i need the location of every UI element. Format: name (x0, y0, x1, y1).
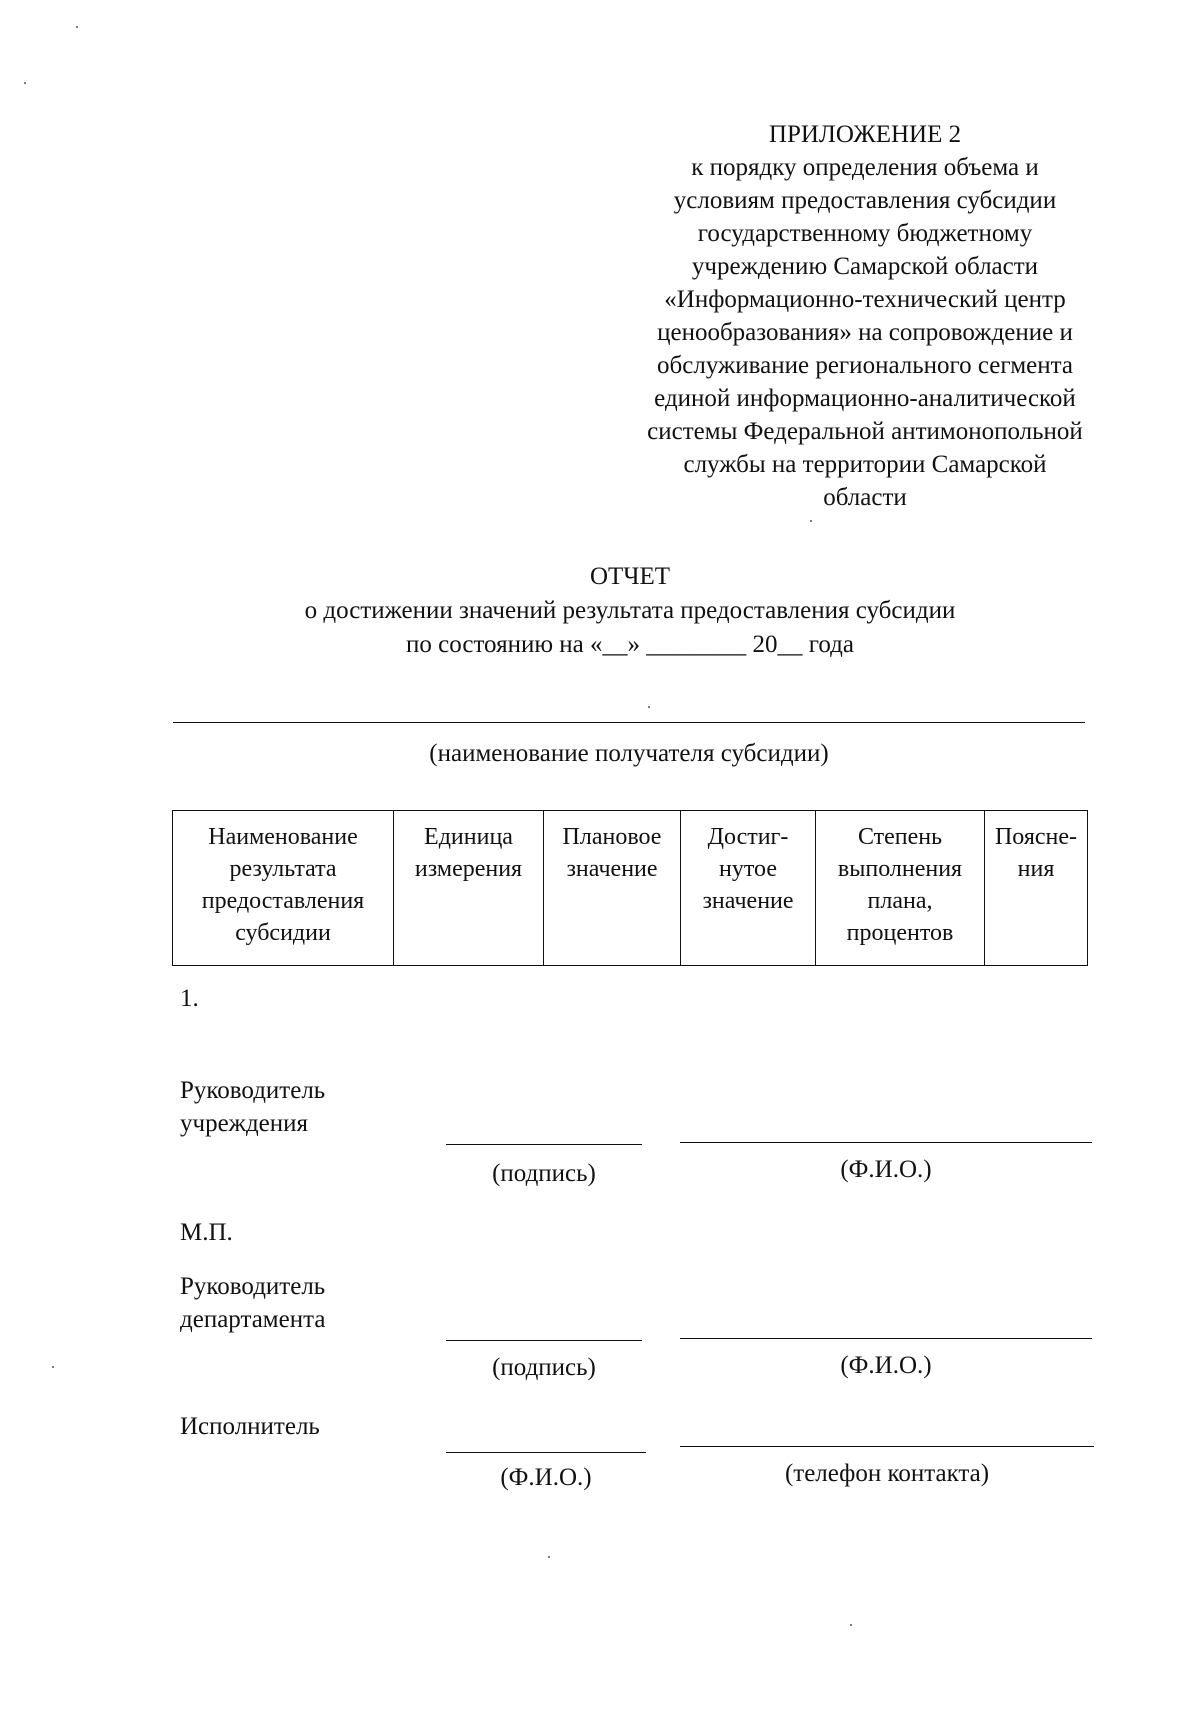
results-table (172, 810, 1088, 966)
header-line: предоставления (201, 888, 365, 914)
header-line: Поясне- (994, 824, 1078, 850)
header-result-name (173, 811, 394, 966)
annex-line: ценообразования» на сопровождение и (657, 319, 1073, 346)
stamp-label: М.П. (180, 1219, 233, 1246)
header-line: выполнения (837, 856, 963, 882)
recipient-caption: (наименование получателя субсидии) (429, 740, 829, 767)
header-line: Единица (424, 824, 513, 850)
header-line: измерения (414, 856, 523, 882)
scan-speck (648, 706, 650, 708)
scan-speck (52, 1366, 54, 1368)
label-line: Руководитель (180, 1273, 326, 1300)
header-line: Степень (857, 824, 943, 850)
annex-line: области (823, 484, 907, 511)
signature-caption: (подпись) (492, 1354, 596, 1381)
header-line: нутое (719, 856, 777, 882)
header-line: плана, (867, 888, 933, 914)
label-line: учреждения (180, 1110, 309, 1137)
scan-speck (76, 26, 78, 28)
annex-line: учреждению Самарской области (691, 253, 1039, 280)
fio-caption: (Ф.И.О.) (840, 1352, 932, 1379)
header-notes (985, 811, 1088, 966)
head-department-fio-line (680, 1338, 1092, 1339)
head-institution-signature-line (446, 1144, 642, 1145)
head-department-signature-line (446, 1340, 642, 1341)
scan-speck (548, 1556, 550, 1558)
annex-line: государственному бюджетному (697, 220, 1033, 247)
annex-line: к порядку определения объема и (691, 154, 1039, 181)
annex-line: системы Федеральной антимонопольной (647, 418, 1083, 445)
annex-block (600, 118, 1130, 514)
report-date-line: по состоянию на «__» ________ 20__ года (406, 631, 854, 658)
header-line: Наименование (208, 824, 358, 850)
label-line: Руководитель (180, 1077, 326, 1104)
header-planned-value (544, 811, 681, 966)
report-heading (0, 560, 1200, 662)
label-line: департамента (180, 1306, 326, 1333)
annex-line: условиям предоставления субсидии (673, 187, 1057, 214)
header-line: субсидии (235, 920, 331, 946)
executor-fio-caption: (Ф.И.О.) (500, 1464, 592, 1491)
header-line: Плановое (562, 824, 662, 850)
annex-line: единой информационно-аналитической (654, 385, 1076, 412)
annex-line: обслуживание регионального сегмента (657, 352, 1073, 379)
header-unit (394, 811, 544, 966)
annex-title: ПРИЛОЖЕНИЕ 2 (768, 121, 962, 148)
header-line: результата (229, 856, 337, 882)
header-completion-percent (816, 811, 985, 966)
header-line: значение (566, 856, 658, 882)
header-line: Достиг- (707, 824, 789, 850)
table-row-number: 1. (180, 985, 199, 1012)
signature-caption: (подпись) (492, 1160, 596, 1187)
head-institution-label (180, 1074, 325, 1140)
table-header-row (173, 811, 1088, 966)
annex-line: службы на территории Самарской (683, 451, 1047, 478)
executor-label: Исполнитель (180, 1413, 320, 1440)
header-line: ния (1017, 856, 1055, 882)
head-institution-fio-line (680, 1142, 1092, 1143)
header-achieved-value (681, 811, 816, 966)
executor-fio-line (446, 1452, 646, 1453)
report-subtitle: о достижении значений результата предоставления субсидии (304, 597, 956, 624)
recipient-name-line (173, 722, 1085, 723)
annex-line: «Информационно-технический центр (664, 286, 1066, 313)
scan-speck (850, 1624, 852, 1626)
report-title: ОТЧЕТ (589, 563, 671, 590)
header-line: процентов (846, 920, 954, 946)
phone-caption: (телефон контакта) (784, 1460, 990, 1487)
scan-speck (810, 520, 812, 522)
head-department-label (180, 1270, 325, 1336)
fio-caption: (Ф.И.О.) (840, 1156, 932, 1183)
scan-speck (24, 82, 26, 84)
header-line: значение (702, 888, 794, 914)
executor-phone-line (680, 1446, 1094, 1447)
